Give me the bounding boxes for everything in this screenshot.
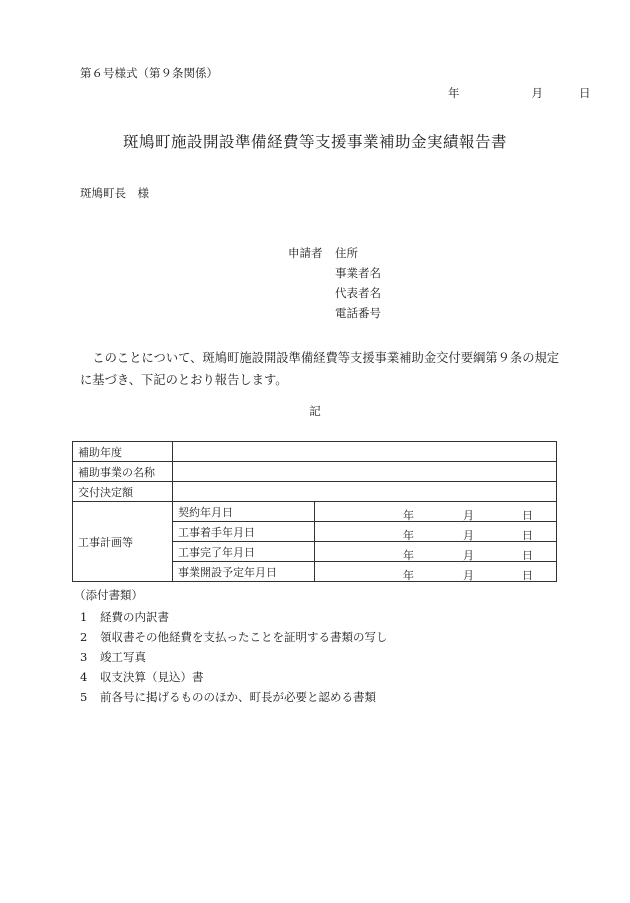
attachment-number: 2: [80, 630, 88, 644]
row-label-project-name: 補助事業の名称: [73, 462, 173, 482]
table-row: [73, 502, 557, 522]
date-line: [448, 88, 591, 100]
applicant-representative-label: 代表者名: [335, 286, 381, 300]
attachment-number: 3: [80, 650, 88, 664]
attachment-item: 経費の内訳書: [100, 610, 169, 624]
date-month-label: 月: [531, 86, 543, 100]
plan-item-contract-date: 契約年月日: [173, 502, 315, 522]
plan-item-completion-date: 工事完了年月日: [173, 542, 315, 562]
project-name-value[interactable]: [173, 462, 557, 482]
month-unit: 月: [463, 509, 474, 522]
attachment-number: 1: [80, 610, 88, 624]
month-unit: 月: [463, 569, 474, 582]
plan-label: 工事計画等: [73, 502, 173, 582]
date-day-label: 日: [579, 86, 591, 100]
fiscal-year-value[interactable]: [173, 442, 557, 462]
year-unit: 年: [403, 549, 414, 562]
attachments-title: （添付書類）: [74, 588, 143, 602]
day-unit: 日: [522, 509, 533, 522]
plan-item-start-date: 工事着手年月日: [173, 522, 315, 542]
body-paragraph: このことについて、斑鳩町施設開設準備経費等支援事業補助金交付要綱第９条の規定に基づき、下記のとおり報告します。: [80, 351, 560, 387]
table-row: [73, 482, 557, 502]
applicant-address-label: 住所: [335, 246, 358, 260]
table-row: [73, 462, 557, 482]
attachment-item: 前各号に掲げるもののほか、町長が必要と認める書類: [100, 690, 376, 704]
year-unit: 年: [403, 509, 414, 522]
date-year-label: 年: [448, 86, 460, 100]
year-unit: 年: [403, 569, 414, 582]
table-row: [73, 442, 557, 462]
report-table: [72, 441, 557, 582]
attachment-item: 竣工写真: [100, 650, 146, 664]
day-unit: 日: [522, 569, 533, 582]
row-label-grant-amount: 交付決定額: [73, 482, 173, 502]
attachment-number: 4: [80, 670, 88, 684]
completion-date-value[interactable]: [315, 542, 557, 562]
applicant-business-name-label: 事業者名: [335, 266, 381, 280]
opening-date-value[interactable]: [315, 562, 557, 582]
attachment-item: 収支決算（見込）書: [100, 670, 204, 684]
attachment-item: 領収書その他経費を支払ったことを証明する書類の写し: [100, 630, 388, 644]
grant-amount-value[interactable]: [173, 482, 557, 502]
contract-date-value[interactable]: [315, 502, 557, 522]
day-unit: 日: [522, 529, 533, 542]
month-unit: 月: [463, 549, 474, 562]
ki-heading: 記: [309, 404, 321, 418]
applicant-label: 申請者: [288, 246, 323, 260]
applicant-phone-label: 電話番号: [335, 306, 381, 320]
year-unit: 年: [403, 529, 414, 542]
addressee: 斑鳩町長 様: [80, 186, 149, 200]
page-title: 斑鳩町施設開設準備経費等支援事業補助金実績報告書: [122, 133, 507, 151]
plan-item-opening-date: 事業開設予定年月日: [173, 562, 315, 582]
day-unit: 日: [522, 549, 533, 562]
start-date-value[interactable]: [315, 522, 557, 542]
form-number: 第６号様式（第９条関係）: [80, 66, 218, 80]
month-unit: 月: [463, 529, 474, 542]
attachment-number: 5: [80, 690, 88, 704]
row-label-fiscal-year: 補助年度: [73, 442, 173, 462]
